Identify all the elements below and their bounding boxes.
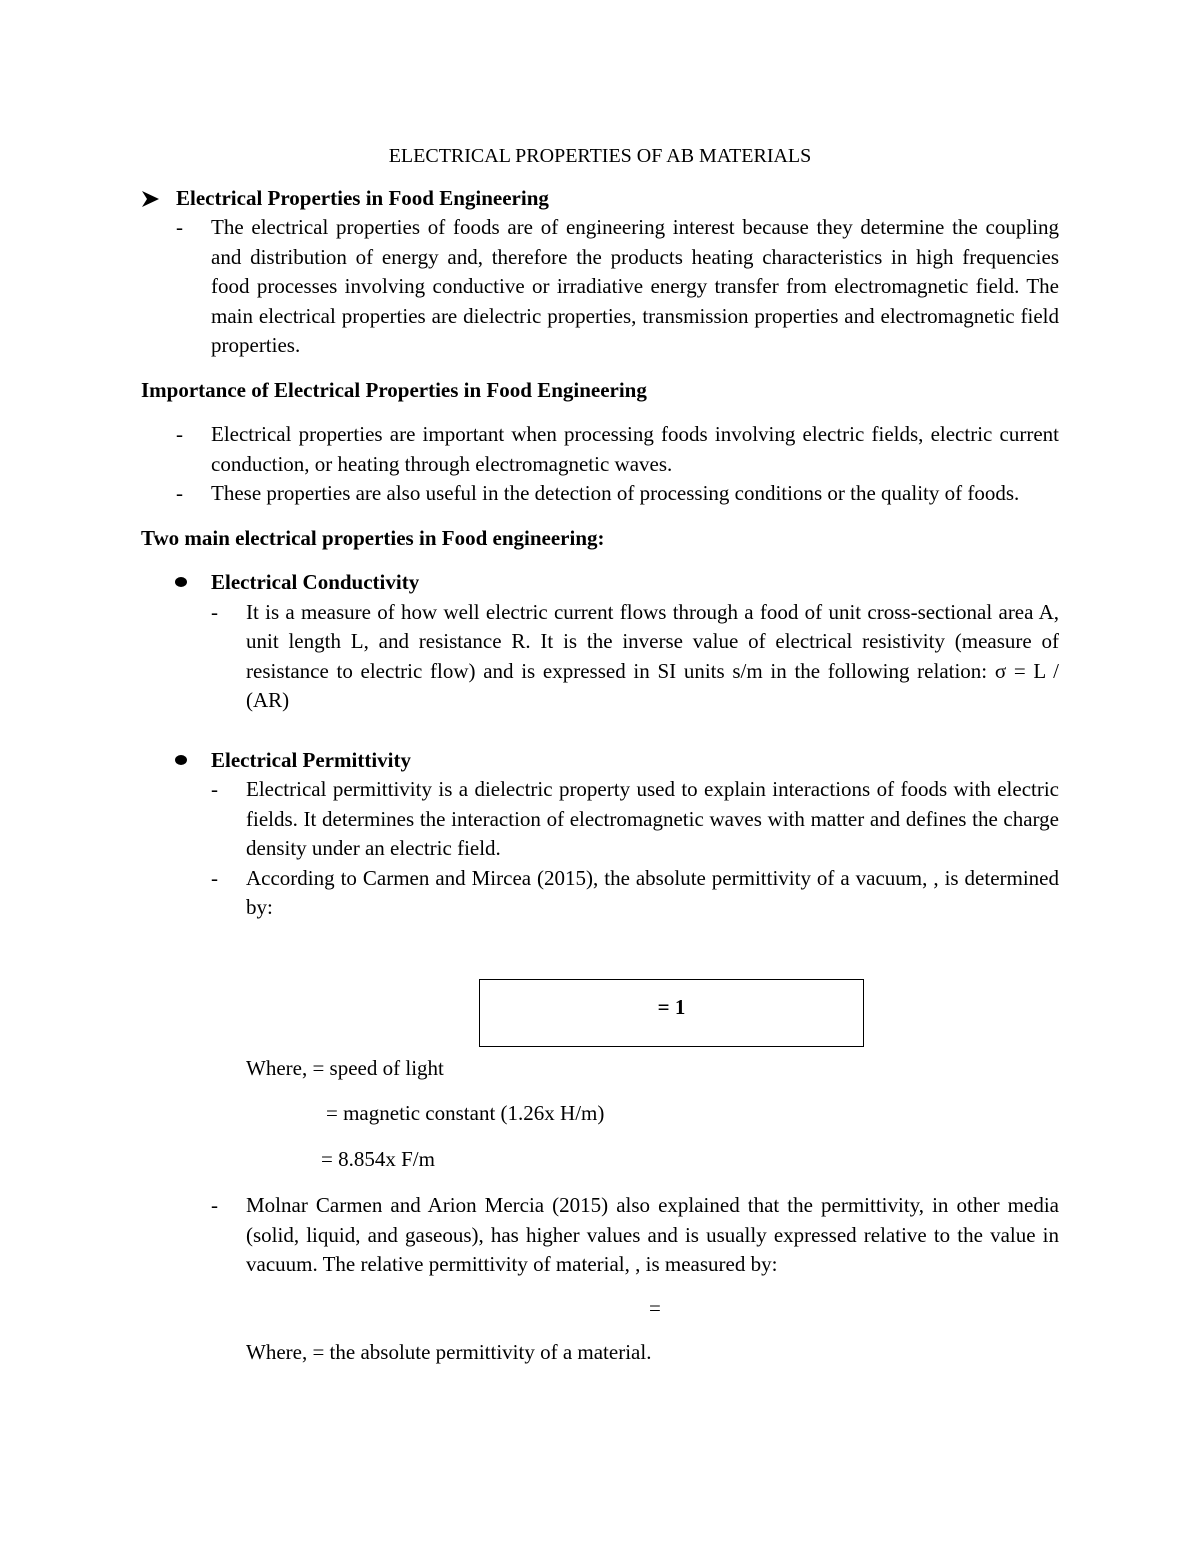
list-item-text: Electrical permittivity is a dielectric property used to explain interactions of foods with electric fields. It determines the interaction of electromagnetic waves with matter and defines the charge density under an electric field. xyxy=(246,777,1059,860)
list-item-text: According to Carmen and Mircea (2015), the absolute permittivity of a vacuum, , is determined by: xyxy=(246,865,1059,919)
list-item xyxy=(211,598,1059,716)
formula-box: = 1 xyxy=(479,979,864,1047)
bullet-dot-icon xyxy=(175,577,187,587)
section1-list xyxy=(141,213,1059,361)
where-permittivity-value: = 8.854x F/m xyxy=(321,1147,435,1171)
dash-marker: - xyxy=(176,481,183,505)
dash-marker: - xyxy=(176,215,183,239)
bullet-dot-icon xyxy=(175,755,187,765)
arrow-bullet-icon xyxy=(141,189,161,209)
list-item-text: Electrical properties are important when processing foods involving electric fields, electric current conduction, or heating through electromagnetic waves. xyxy=(211,422,1059,476)
list-item xyxy=(211,864,1059,923)
dash-marker: - xyxy=(211,777,218,801)
permittivity-title: Electrical Permittivity xyxy=(211,747,411,772)
dash-marker: - xyxy=(211,865,218,890)
list-item xyxy=(141,213,1059,361)
permittivity-list xyxy=(211,775,1059,923)
relative-permittivity-equation: = xyxy=(649,1296,661,1320)
where-speed-of-light: Where, = speed of light xyxy=(246,1056,444,1080)
two-main-heading: Two main electrical properties in Food engineering: xyxy=(141,525,605,550)
conductivity-block xyxy=(141,568,1059,716)
importance-list xyxy=(141,420,1059,509)
list-item-text: The electrical properties of foods are of engineering interest because they determine the coupling and distribution of energy and, therefore the products heating characteristics in high frequencies food processes involving conductive or irradiative energy transfer from electromagnetic field. The main electrical properties are dielectric properties, transmission properties and electromagnetic field properties. xyxy=(211,215,1059,357)
dash-marker: - xyxy=(176,422,183,446)
list-item xyxy=(211,1191,1059,1280)
list-item xyxy=(211,775,1059,864)
list-item-text: Molnar Carmen and Arion Mercia (2015) also explained that the permittivity, in other media (solid, liquid, and gaseous), has higher values and is usually expressed relative to the value in vacuum. The relative permittivity of material, , is measured by: xyxy=(246,1193,1059,1276)
list-item xyxy=(141,479,1059,509)
conductivity-title: Electrical Conductivity xyxy=(211,570,420,594)
dash-marker: - xyxy=(211,599,218,624)
section-heading-electrical-properties xyxy=(141,184,1059,213)
where-absolute-permittivity: Where, = the absolute permittivity of a material. xyxy=(246,1340,652,1364)
conductivity-list xyxy=(211,598,1059,716)
permittivity-block xyxy=(141,746,1059,923)
relative-permittivity-block xyxy=(211,1191,1059,1280)
section-heading-text: Electrical Properties in Food Engineering xyxy=(176,186,549,210)
document-title: ELECTRICAL PROPERTIES OF AB MATERIALS xyxy=(388,145,812,167)
importance-heading: Importance of Electrical Properties in Food Engineering xyxy=(141,377,647,402)
document-page xyxy=(141,142,1059,1364)
list-item xyxy=(141,420,1059,479)
list-item-text: It is a measure of how well electric current flows through a food of unit cross-sectional area A, unit length L, and resistance R. It is the inverse value of electrical resistivity (measure of resistance to electric flow) and is expressed in SI units s/m in the following relation: σ = L / (AR) xyxy=(246,599,1059,712)
dash-marker: - xyxy=(211,1193,218,1217)
where-magnetic-constant: = magnetic constant (1.26x H/m) xyxy=(326,1101,605,1125)
list-item-text: These properties are also useful in the detection of processing conditions or the quality of foods. xyxy=(211,481,1020,505)
